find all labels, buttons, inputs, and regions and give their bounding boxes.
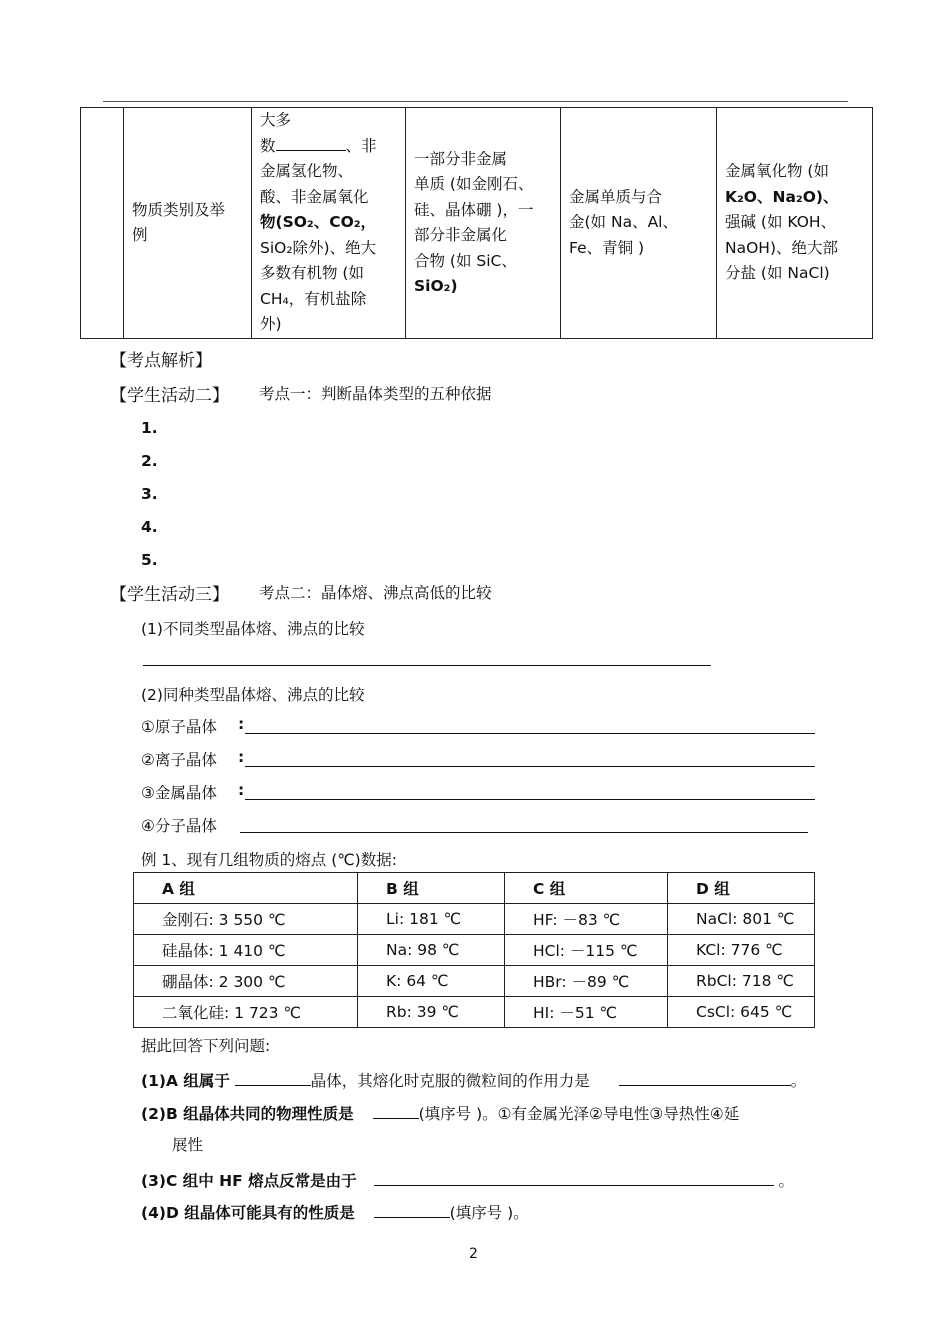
colon: : [238, 748, 245, 766]
cell-line: 金属单质与合 [569, 187, 663, 206]
cell-line: 金属氧化物 (如 [725, 162, 829, 181]
answer-line[interactable] [245, 733, 815, 734]
cell-line: 一部分非金属 [414, 149, 508, 168]
cell-line: 单质 (如金刚石、 [414, 175, 534, 193]
activity3-title: 考点二：晶体熔、沸点高低的比较 [259, 584, 492, 602]
ionic-crystal-label: ②离子晶体 [141, 751, 217, 769]
cell-line: 、非 [345, 136, 377, 155]
cell-line: CH₄，有机盐除 [260, 289, 367, 308]
header-cell: B 组 [358, 873, 505, 904]
question-text: 。 [778, 1172, 794, 1190]
activity2-title: 考点一：判断晶体类型的五种依据 [259, 385, 492, 403]
fill-blank[interactable] [235, 1069, 311, 1086]
cell-line: 强碱 (如 KOH、 [725, 213, 837, 232]
cell-line: SiO₂) [414, 277, 458, 295]
table-cell: HCl: －115 ℃ [505, 935, 668, 966]
cell-line: 金(如 Na、Al、 [569, 213, 678, 232]
row-label: 物质类别及举例 [132, 200, 226, 244]
table-cell: HBr: －89 ℃ [505, 966, 668, 997]
table-cell: HI: －51 ℃ [505, 997, 668, 1028]
question-text: 晶体，其熔化时克服的微粒间的作用力是 [310, 1072, 590, 1090]
question-text: (4)D 组晶体可能具有的性质是 [141, 1204, 355, 1222]
activity2-tag: 【学生活动二】 [110, 386, 229, 406]
atomic-crystal-label: ①原子晶体 [141, 718, 217, 736]
cell-line: 合物 (如 SiC、 [414, 251, 517, 270]
table-cell: NaCl: 801 ℃ [668, 904, 815, 935]
cell-line: 大多 [260, 111, 292, 129]
table-cell: 二氧化硅: 1 723 ℃ [134, 997, 358, 1028]
table-cell: RbCl: 718 ℃ [668, 966, 815, 997]
cell-line: Fe、青铜 ) [569, 238, 645, 257]
answer-line[interactable] [143, 665, 711, 666]
question-text: (填序号 )。①有金属光泽②导电性③导热性④延 [418, 1105, 740, 1123]
table-row [134, 997, 815, 1028]
table-row [134, 935, 815, 966]
fill-blank[interactable] [374, 1169, 774, 1186]
table-header-row [134, 873, 815, 904]
molecular-crystal-label: ④分子晶体 [141, 817, 217, 835]
question-text: (1)A 组属于 [141, 1072, 230, 1090]
crystal-type-table [80, 107, 873, 339]
metallic-crystal-cell [561, 108, 717, 339]
table-cell: 硼晶体: 2 300 ℃ [134, 966, 358, 997]
criterion-3: 3. [141, 485, 158, 503]
melting-point-table [133, 872, 815, 1028]
colon: : [238, 715, 245, 733]
table-row [134, 904, 815, 935]
cell-line: 部分非金属化 [414, 226, 508, 244]
cell-line: 硅、晶体硼 )，一 [414, 200, 534, 219]
table-cell: Li: 181 ℃ [358, 904, 505, 935]
cell-line: 酸、非金属氧化 [260, 187, 369, 206]
table-row [134, 966, 815, 997]
fill-blank[interactable] [373, 1102, 419, 1119]
cell-line: 分盐 (如 NaCl) [725, 264, 830, 283]
atomic-crystal-cell [406, 108, 561, 339]
question-text: 。 [790, 1072, 807, 1090]
fill-blank[interactable] [619, 1069, 791, 1086]
questions-intro: 据此回答下列问题: [141, 1037, 271, 1055]
activity3-tag: 【学生活动三】 [110, 585, 229, 605]
answer-line[interactable] [245, 799, 815, 800]
question-text: (填序号 )。 [449, 1204, 529, 1222]
answer-line[interactable] [245, 766, 815, 767]
colon: : [238, 781, 245, 799]
answer-line[interactable] [240, 832, 808, 833]
cell-line: 外) [260, 315, 282, 333]
question-text: (3)C 组中 HF 熔点反常是由于 [141, 1172, 357, 1190]
criterion-1: 1. [141, 419, 158, 437]
sub-question-1: (1)不同类型晶体熔、沸点的比较 [141, 620, 365, 638]
fill-blank[interactable] [374, 1201, 450, 1218]
table-cell: KCl: 776 ℃ [668, 935, 815, 966]
page-number: 2 [469, 1246, 478, 1262]
header-cell: A 组 [134, 873, 358, 904]
cell-line: SiO₂除外)、绝大 [260, 238, 377, 257]
cell-line: 数 [260, 136, 276, 155]
header-rule [103, 101, 848, 102]
question-3 [141, 1169, 794, 1191]
question-text: (2)B 组晶体共同的物理性质是 [141, 1105, 354, 1123]
ionic-crystal-cell [717, 108, 873, 339]
row-label-cell [124, 108, 252, 339]
criterion-2: 2. [141, 452, 158, 470]
table-cell: CsCl: 645 ℃ [668, 997, 815, 1028]
sub-question-2: (2)同种类型晶体熔、沸点的比较 [141, 686, 365, 704]
question-4 [141, 1201, 529, 1223]
example-title: 例 1、现有几组物质的熔点 (℃)数据: [141, 851, 397, 869]
table-cell: 硅晶体: 1 410 ℃ [134, 935, 358, 966]
criterion-5: 5. [141, 551, 158, 569]
cell-line: 物(SO₂、CO₂， [260, 213, 377, 231]
header-cell: D 组 [668, 873, 815, 904]
cell-line: 金属氢化物、 [260, 162, 354, 180]
header-cell: C 组 [505, 873, 668, 904]
table-cell: 金刚石: 3 550 ℃ [134, 904, 358, 935]
question-1 [141, 1069, 806, 1091]
table-cell: Na: 98 ℃ [358, 935, 505, 966]
table-cell: K: 64 ℃ [358, 966, 505, 997]
fill-blank[interactable] [276, 134, 346, 151]
question-2-continued: 展性 [172, 1136, 204, 1154]
cell-line: 多数有机物 (如 [260, 264, 364, 282]
criterion-4: 4. [141, 518, 158, 536]
table-cell: HF: －83 ℃ [505, 904, 668, 935]
analysis-heading: 【考点解析】 [110, 351, 212, 371]
molecular-crystal-cell [252, 108, 406, 339]
metallic-crystal-label: ③金属晶体 [141, 784, 217, 802]
question-2 [141, 1102, 739, 1124]
blank-cell [81, 108, 124, 339]
cell-line: K₂O、Na₂O)、 [725, 187, 839, 206]
table-cell: Rb: 39 ℃ [358, 997, 505, 1028]
cell-line: NaOH)、绝大部 [725, 238, 838, 257]
